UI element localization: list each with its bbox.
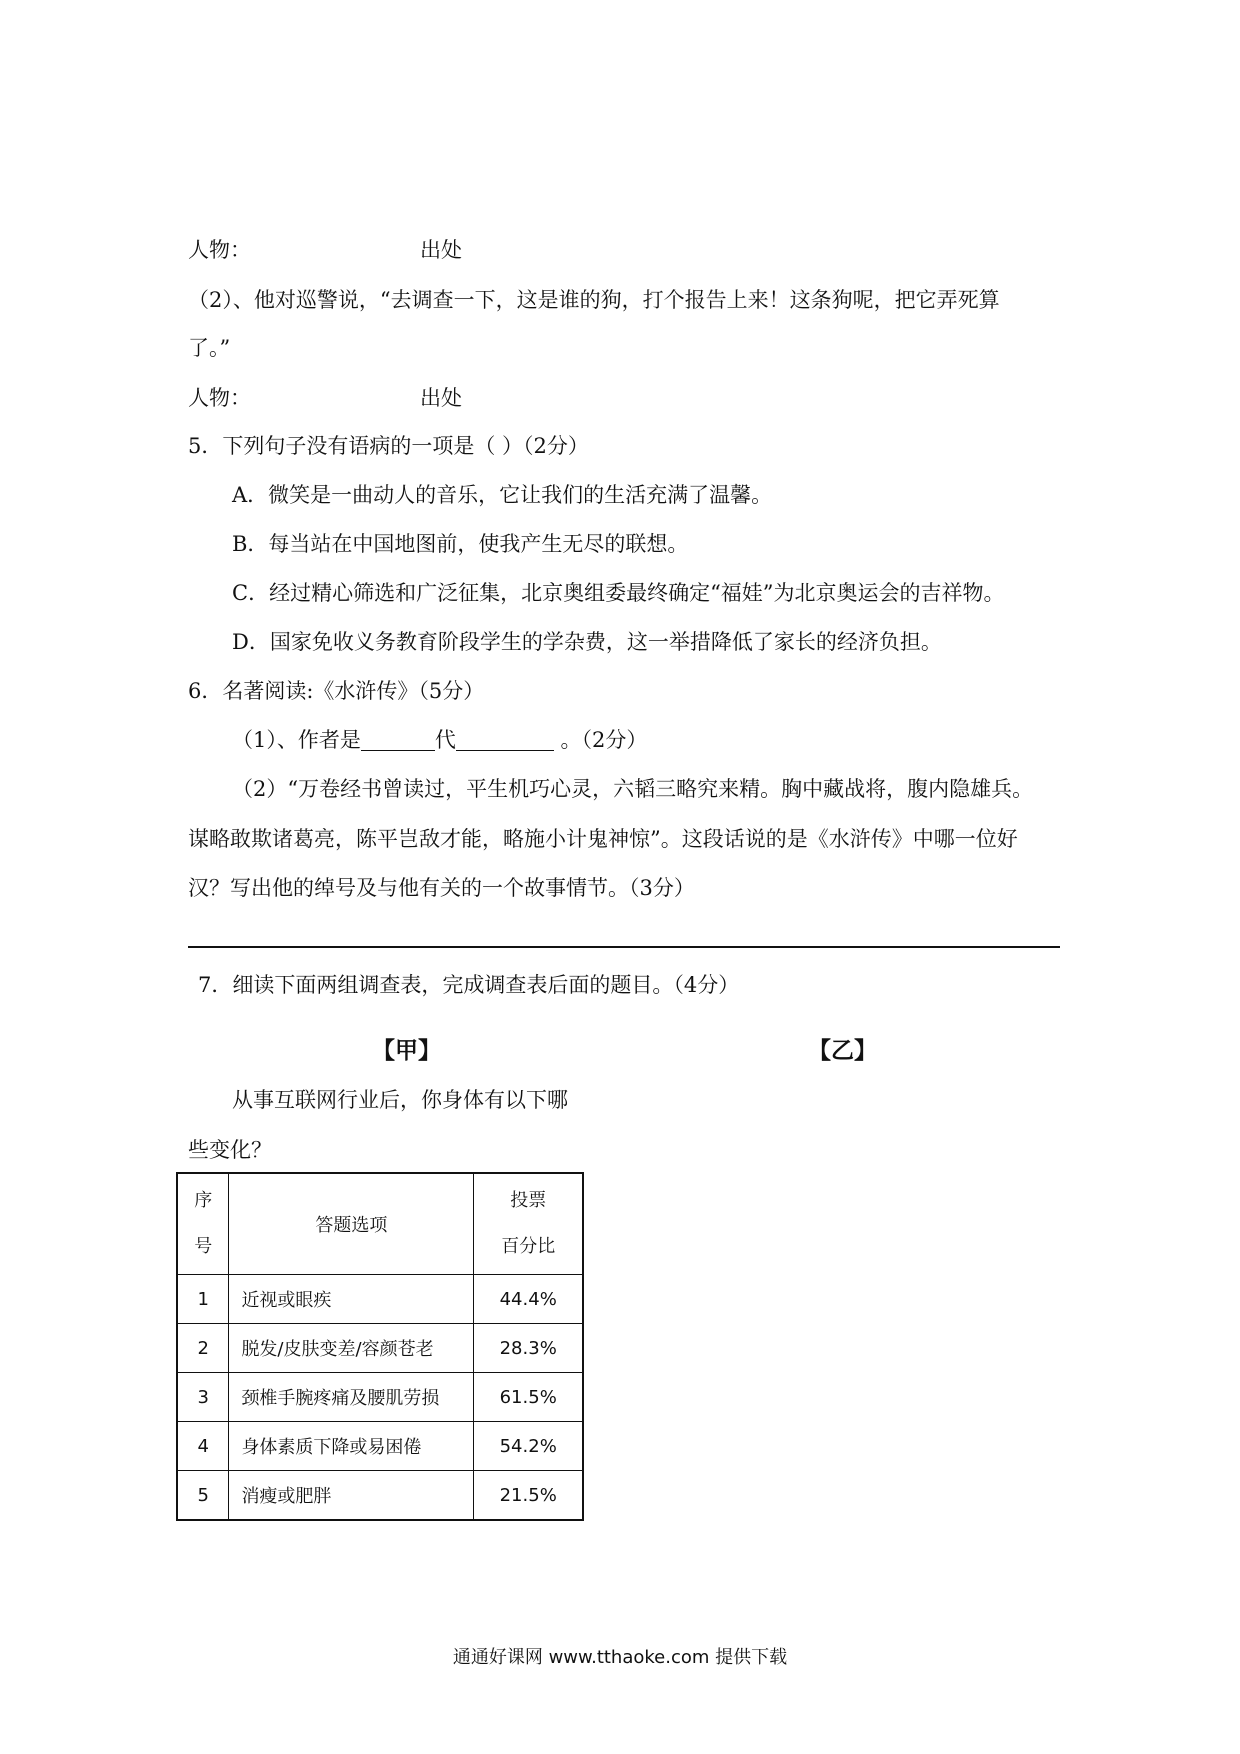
row-percent: 28.3%	[474, 1324, 583, 1373]
q5-option-b: B．每当站在中国地图前，使我产生无尽的联想。	[232, 532, 689, 556]
q7-stem: 7．细读下面两组调查表，完成调查表后面的题目。（4分）	[198, 973, 740, 997]
survey-question-line2: 些变化？	[188, 1138, 272, 1162]
q4-item2-line2: 了。”	[188, 336, 231, 360]
table-row	[177, 1471, 583, 1521]
table-row	[177, 1324, 583, 1373]
row-option: 身体素质下降或易困倦	[229, 1422, 474, 1471]
row-percent: 54.2%	[474, 1422, 583, 1471]
survey-label-jia: 【甲】	[372, 1038, 441, 1064]
page-footer: 通通好课网 www.tthaoke.com 提供下载	[452, 1647, 788, 1668]
q6-part1-prefix: （1）、作者是	[232, 728, 361, 752]
survey-label-yi: 【乙】	[808, 1038, 877, 1064]
person-label-2: 人物：	[188, 386, 251, 410]
q6-part2-line3: 汉？写出他的绰号及与他有关的一个故事情节。（3分）	[188, 876, 695, 900]
row-number: 5	[177, 1471, 229, 1521]
row-option: 脱发/皮肤变差/容颜苍老	[229, 1324, 474, 1373]
author-dynasty-blank[interactable]	[361, 730, 435, 751]
answer-line[interactable]	[188, 946, 1060, 948]
q6-part2-line2: 谋略敢欺诸葛亮，陈平岂敌才能，略施小计鬼神惊”。这段话说的是《水浒传》中哪一位好	[188, 827, 1018, 851]
row-number: 4	[177, 1422, 229, 1471]
q6-part1	[232, 730, 647, 751]
row-option: 消瘦或肥胖	[229, 1471, 474, 1521]
source-label-2: 出处	[420, 386, 462, 410]
header-percent: 投票 百分比	[474, 1173, 583, 1275]
table-row	[177, 1373, 583, 1422]
q6-part1-mid: 代	[434, 728, 456, 752]
row-option: 近视或眼疾	[229, 1275, 474, 1324]
q5-option-c: C．经过精心筛选和广泛征集，北京奥组委最终确定“福娃”为北京奥运会的吉祥物。	[232, 581, 1005, 605]
q4-item2-line1: （2）、他对巡警说，“去调查一下，这是谁的狗，打个报告上来！这条狗呢，把它弄死算	[188, 288, 1000, 312]
row-number: 2	[177, 1324, 229, 1373]
source-label-1: 出处	[420, 238, 462, 262]
q5-stem: 5．下列句子没有语病的一项是（ ）（2分）	[188, 434, 589, 458]
q6-stem: 6．名著阅读:《水浒传》（5分）	[188, 679, 485, 703]
person-label-1: 人物：	[188, 238, 251, 262]
q5-option-d: D．国家免收义务教育阶段学生的学杂费，这一举措降低了家长的经济负担。	[232, 630, 942, 654]
q5-option-a: A．微笑是一曲动人的音乐，它让我们的生活充满了温馨。	[232, 483, 773, 507]
q6-part1-suffix: 。（2分）	[553, 728, 648, 752]
row-number: 1	[177, 1275, 229, 1324]
table-row	[177, 1275, 583, 1324]
row-percent: 44.4%	[474, 1275, 583, 1324]
table-row	[177, 1422, 583, 1471]
header-option: 答题选项	[229, 1173, 474, 1275]
row-percent: 21.5%	[474, 1471, 583, 1521]
row-option: 颈椎手腕疼痛及腰肌劳损	[229, 1373, 474, 1422]
q6-part2-line1: （2）“万卷经书曾读过，平生机巧心灵，六韬三略究来精。胸中藏战将，腹内隐雄兵。	[232, 777, 1034, 801]
row-number: 3	[177, 1373, 229, 1422]
survey-question-line1: 从事互联网行业后，你身体有以下哪	[232, 1088, 568, 1112]
row-percent: 61.5%	[474, 1373, 583, 1422]
header-number: 序 号	[177, 1173, 229, 1275]
survey-table	[176, 1172, 584, 1521]
author-name-blank[interactable]	[456, 730, 554, 751]
table-header-row	[177, 1173, 583, 1275]
